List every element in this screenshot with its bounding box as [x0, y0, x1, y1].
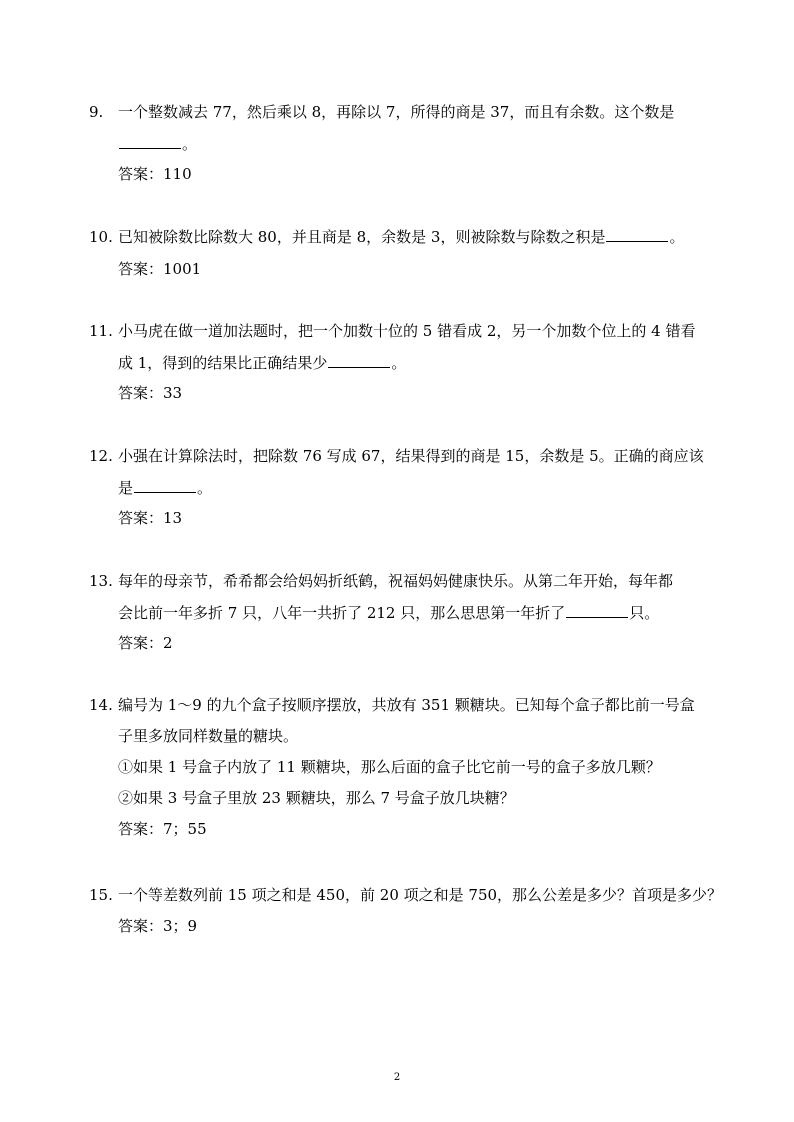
question-line — [118, 757, 661, 777]
answer-blank — [566, 603, 628, 618]
question-number: 10. — [89, 228, 113, 246]
question-text: 。 — [669, 228, 685, 246]
question-line — [118, 726, 298, 746]
question-text: 。 — [197, 479, 213, 497]
question-number: 14. — [89, 696, 113, 714]
question-text-wrap — [118, 227, 685, 247]
question-text: 已知被除数比除数大 80，并且商是 8，余数是 3，则被除数与除数之积是 — [118, 228, 606, 246]
answer-blank — [606, 227, 668, 242]
answer-text: 答案：7；55 — [118, 820, 207, 838]
question-number: 12. — [89, 447, 113, 465]
question-text: 一个整数减去 77，然后乘以 8，再除以 7，所得的商是 37，而且有余数。这个数是 — [118, 103, 675, 121]
answer-text: 答案：1001 — [118, 260, 202, 278]
question-text: ①如果 1 号盒子内放了 11 颗糖块，那么后面的盒子比它前一号的盒子多放几颗？ — [118, 758, 661, 776]
answer-text: 答案：33 — [118, 384, 183, 402]
question-text: 是 — [118, 479, 134, 497]
question-text: 成 1，得到的结果比正确结果少 — [118, 354, 328, 372]
question-line — [118, 788, 515, 808]
question-line — [118, 134, 197, 154]
answer-text: 答案：3；9 — [118, 917, 198, 935]
question-text: 编号为 1～9 的九个盒子按顺序摆放，共放有 351 颗糖块。已知每个盒子都比前一号盒 — [118, 696, 695, 714]
question-text: 一个等差数列前 15 项之和是 450，前 20 项之和是 750，那么公差是多少？首项是多少？ — [118, 886, 723, 904]
question-text: 。 — [391, 354, 407, 372]
question-number: 13. — [89, 572, 113, 590]
question-text: 只。 — [629, 604, 660, 622]
question-number: 11. — [89, 322, 113, 340]
question-line — [118, 353, 406, 373]
question-text: 。 — [182, 135, 198, 153]
question-number: 15. — [89, 886, 113, 904]
question-text: ②如果 3 号盒子里放 23 颗糖块，那么 7 号盒子放几块糖？ — [118, 789, 515, 807]
answer-blank — [328, 353, 390, 368]
answer-text: 答案：13 — [118, 509, 183, 527]
question-text: 每年的母亲节，希希都会给妈妈折纸鹤，祝福妈妈健康快乐。从第二年开始，每年都 — [118, 572, 674, 590]
question-text: 小强在计算除法时，把除数 76 写成 67，结果得到的商是 15，余数是 5。正确的商应该 — [118, 447, 704, 465]
answer-text: 答案：2 — [118, 634, 173, 652]
question-text: 会比前一年多折 7 只，八年一共折了 212 只，那么思思第一年折了 — [118, 604, 566, 622]
question-line — [118, 478, 212, 498]
answer-text: 答案：110 — [118, 165, 192, 183]
question-text: 小马虎在做一道加法题时，把一个加数十位的 5 错看成 2，另一个加数个位上的 4 错看 — [118, 322, 696, 340]
answer-blank — [119, 134, 181, 149]
question-line — [118, 603, 659, 623]
question-text: 子里多放同样数量的糖块。 — [118, 727, 299, 745]
question-number: 9. — [89, 103, 104, 121]
page-number: 2 — [393, 1072, 401, 1083]
answer-blank — [134, 478, 196, 493]
